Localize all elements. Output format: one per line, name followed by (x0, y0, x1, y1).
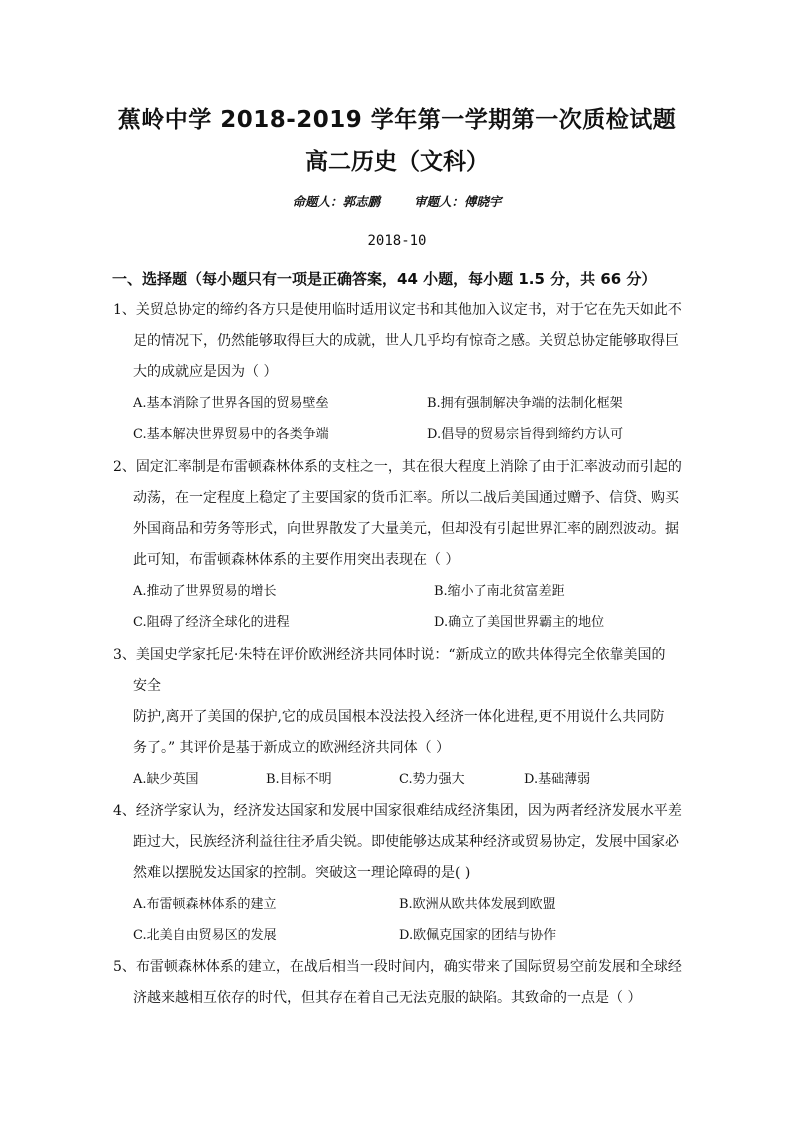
question-4-option-a: A.布雷顿森林体系的建立 (133, 897, 277, 912)
exam-title: 蕉岭中学 2018-2019 学年第一学期第一次质检试题 (117, 107, 677, 133)
authors-line (0, 192, 794, 210)
question-3-option-c: C.势力强大 (399, 772, 465, 787)
question-3-line-3: 防护,离开了美国的保护,它的成员国根本没法投入经济一体化进程,更不用说什么共同防 (133, 709, 665, 725)
question-5-line-1: 5、布雷顿森林体系的建立，在战后相当一段时间内，确实带来了国际贸易空前发展和全球经 (113, 959, 682, 975)
question-4-line-2: 距过大，民族经济利益往往矛盾尖锐。即使能够达成某种经济或贸易协定，发展中国家必 (133, 834, 679, 850)
question-3-option-b: B.目标不明 (266, 772, 332, 787)
exam-date: 2018-10 (367, 233, 427, 249)
exam-subtitle: 高二历史（文科） (305, 149, 489, 175)
question-1-option-b: B.拥有强制解决争端的法制化框架 (427, 396, 623, 411)
author-name: 命题人：郭志鹏 (292, 194, 380, 209)
question-2-option-b: B.缩小了南北贫富差距 (434, 584, 565, 599)
question-2-line-1: 2、固定汇率制是布雷顿森林体系的支柱之一，其在很大程度上消除了由于汇率波动而引起的 (113, 459, 682, 475)
question-4-option-b: B.欧洲从欧共体发展到欧盟 (399, 897, 556, 912)
question-3-line-4: 务了。” 其评价是基于新成立的欧洲经济共同体（ ） (133, 740, 451, 756)
question-2-option-c: C.阻碍了经济全球化的进程 (133, 615, 290, 630)
question-4-option-c: C.北美自由贸易区的发展 (133, 928, 277, 943)
question-1-line-1: 1、关贸总协定的缔约各方只是使用临时适用议定书和其他加入议定书，对于它在先天如此不 (113, 302, 682, 318)
question-1-line-3: 大的成就应是因为（ ） (133, 364, 278, 380)
question-4-option-d: D.欧佩克国家的团结与协作 (399, 928, 557, 943)
question-2-option-d: D.确立了美国世界霸主的地位 (434, 615, 605, 630)
question-3-line-1: 3、美国史学家托尼·朱特在评价欧洲经济共同体时说：“新成立的欧共体得完全依靠美国的 (113, 647, 666, 663)
question-1-option-d: D.倡导的贸易宗旨得到缔约方认可 (427, 427, 624, 442)
question-4-line-1: 4、经济学家认为，经济发达国家和发展中国家很难结成经济集团，因为两者经济发展水平差 (113, 803, 682, 819)
question-2-line-3: 外国商品和劳务等形式，向世界散发了大量美元，但却没有引起世界汇率的剧烈波动。据 (133, 521, 679, 537)
section-heading: 一、选择题（每小题只有一项是正确答案，44 小题，每小题 1.5 分，共 66 分） (112, 270, 657, 288)
question-4-line-3: 然难以摆脱发达国家的控制。突破这一理论障碍的是( ) (133, 865, 471, 881)
reviewer-name: 审题人：傅晓宇 (414, 194, 502, 209)
question-2-line-4: 此可知，布雷顿森林体系的主要作用突出表现在（ ） (133, 552, 460, 568)
question-2-line-2: 动荡，在一定程度上稳定了主要国家的货币汇率。所以二战后美国通过赠予、信贷、购买 (133, 490, 679, 506)
question-5-line-2: 济越来越相互依存的时代，但其存在着自己无法克服的缺陷。其致命的一点是（ ） (133, 990, 642, 1006)
question-1-option-c: C.基本解决世界贸易中的各类争端 (133, 427, 329, 442)
question-1-option-a: A.基本消除了世界各国的贸易壁垒 (133, 396, 329, 411)
question-2-option-a: A.推动了世界贸易的增长 (133, 584, 277, 599)
question-3-option-a: A.缺少英国 (133, 772, 199, 787)
question-3-option-d: D.基础薄弱 (524, 772, 591, 787)
question-3-line-2: 安全 (133, 678, 161, 694)
question-1-line-2: 足的情况下，仍然能够取得巨大的成就，世人几乎均有惊奇之感。关贸总协定能够取得巨 (133, 333, 679, 349)
